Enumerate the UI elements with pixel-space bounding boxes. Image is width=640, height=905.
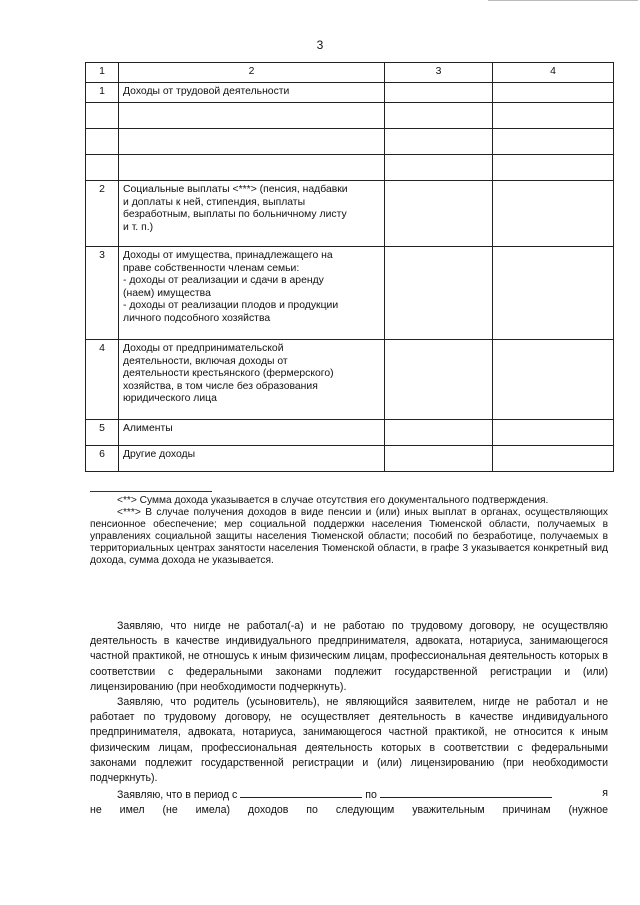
row-description-cell (119, 247, 385, 340)
description-line: и т. п.) (123, 221, 154, 233)
table-row (86, 83, 614, 103)
income-amount-cell[interactable] (493, 247, 614, 340)
income-amount-cell[interactable] (493, 340, 614, 420)
footnote: <***> В случае получения доходов в виде пенсии и (или) иных выплат в органах, осуществляющих пенсионное обеспечение; мер социальной поддержки населения Тюменской области, получаемых в управлениях социальной защиты населения Тюменской области; пособий по безработице, получаемых в территориальных центрах занятости населения Тюменской области, в графе 3 указывается конкретный вид дохода, сумма дохода не указывается. (90, 506, 608, 566)
description-line: - доходы от реализации и сдачи в аренду (123, 275, 324, 287)
footnote-separator (90, 491, 212, 492)
period-from-field[interactable] (240, 786, 362, 798)
description-line: Доходы от трудовой деятельности (123, 86, 290, 97)
income-amount-cell[interactable] (493, 181, 614, 247)
header-cell: 4 (493, 63, 614, 83)
period-suffix: я (602, 787, 608, 800)
row-number-cell (86, 155, 119, 181)
declaration-text (90, 619, 608, 819)
table-row (86, 155, 614, 181)
income-type-cell[interactable] (385, 420, 493, 446)
row-number-cell: 2 (86, 181, 119, 247)
income-amount-cell[interactable] (493, 446, 614, 472)
table-row (86, 420, 614, 446)
row-number-cell: 4 (86, 340, 119, 420)
income-amount-cell[interactable] (493, 155, 614, 181)
period-middle: по (365, 789, 377, 802)
header-cell: 2 (119, 63, 385, 83)
description-line: личного подсобного хозяйства (123, 312, 271, 324)
table-row (86, 103, 614, 129)
declaration-paragraph: Заявляю, что нигде не работал(-а) и не работаю по трудовому договору, не осуществляю деятельность в качестве индивидуального предпринимателя, адвоката, нотариуса, занимающегося частной практикой, не отношусь к иным физическим лицам, профессиональная деятельность которых в соответствии с федеральными законами подлежит государственной регистрации и (или) лицензированию (при необходимости подчеркнуть). (90, 620, 608, 693)
table-row (86, 446, 614, 472)
income-amount-cell[interactable] (493, 83, 614, 103)
row-description-cell (119, 181, 385, 247)
income-type-cell[interactable] (385, 340, 493, 420)
income-table (85, 62, 614, 472)
table-row (86, 181, 614, 247)
row-description-cell (119, 340, 385, 420)
row-description-cell (119, 446, 385, 472)
table-row (86, 129, 614, 155)
description-line: - доходы от реализации плодов и продукции (123, 300, 339, 312)
description-line: деятельности крестьянского (фермерского) (123, 368, 334, 380)
row-description-cell (119, 129, 385, 155)
row-description-cell (119, 103, 385, 129)
declaration-paragraph: Заявляю, что родитель (усыновитель), не являющийся заявителем, нигде не работал и не работает по трудовому договору, не осуществляет деятельность в качестве индивидуального предпринимателя, адвоката, нотариуса, занимающегося частной практикой, не относится к иным физическим лицам, профессиональная деятельность которых в соответствии с федеральными законами подлежит государственной регистрации и (или) лицензированию (при необходимости подчеркнуть). (90, 696, 608, 785)
row-number-cell (86, 129, 119, 155)
income-amount-cell[interactable] (493, 103, 614, 129)
income-type-cell[interactable] (385, 181, 493, 247)
row-description-cell (119, 83, 385, 103)
period-prefix: Заявляю, что в период с (117, 789, 238, 802)
period-to-field[interactable] (380, 786, 552, 798)
income-type-cell[interactable] (385, 103, 493, 129)
income-amount-cell[interactable] (493, 420, 614, 446)
page-number: 3 (316, 38, 324, 52)
row-number-cell: 6 (86, 446, 119, 472)
income-amount-cell[interactable] (493, 129, 614, 155)
description-line: (наем) имущества (123, 287, 211, 299)
footnote: <**> Сумма дохода указывается в случае отсутствия его документального подтверждения. (117, 495, 549, 506)
description-line: Социальные выплаты <***> (пенсия, надбавки (123, 184, 348, 195)
period-line (90, 786, 608, 803)
income-type-cell[interactable] (385, 83, 493, 103)
table-row (86, 340, 614, 420)
income-type-cell[interactable] (385, 446, 493, 472)
income-type-cell[interactable] (385, 129, 493, 155)
description-line: Алименты (123, 423, 173, 434)
description-line: хозяйства, в том числе без образования (123, 380, 318, 392)
description-line: Другие доходы (123, 449, 196, 460)
description-line: и доплаты к ней, стипендия, выплаты (123, 196, 306, 208)
description-line: деятельности, включая доходы от (123, 355, 288, 367)
description-line: юридического лица (123, 393, 217, 405)
header-cell: 1 (86, 63, 119, 83)
scan-edge-mark (488, 0, 638, 3)
table-header-row (86, 63, 614, 83)
description-line: безработным, выплаты по больничному листу (123, 209, 347, 221)
income-type-cell[interactable] (385, 155, 493, 181)
description-line: праве собственности членам семьи: (123, 262, 300, 274)
header-cell: 3 (385, 63, 493, 83)
row-number-cell: 3 (86, 247, 119, 340)
description-line: Доходы от имущества, принадлежащего на (123, 250, 333, 261)
row-number-cell (86, 103, 119, 129)
footnotes (90, 495, 608, 566)
row-number-cell: 1 (86, 83, 119, 103)
row-number-cell: 5 (86, 420, 119, 446)
table-row (86, 247, 614, 340)
row-description-cell (119, 155, 385, 181)
description-line: Доходы от предпринимательской (123, 343, 284, 354)
row-description-cell (119, 420, 385, 446)
period-continuation: не имел (не имела) доходов по следующим уважительным причинам (нужное (90, 804, 608, 817)
income-type-cell[interactable] (385, 247, 493, 340)
